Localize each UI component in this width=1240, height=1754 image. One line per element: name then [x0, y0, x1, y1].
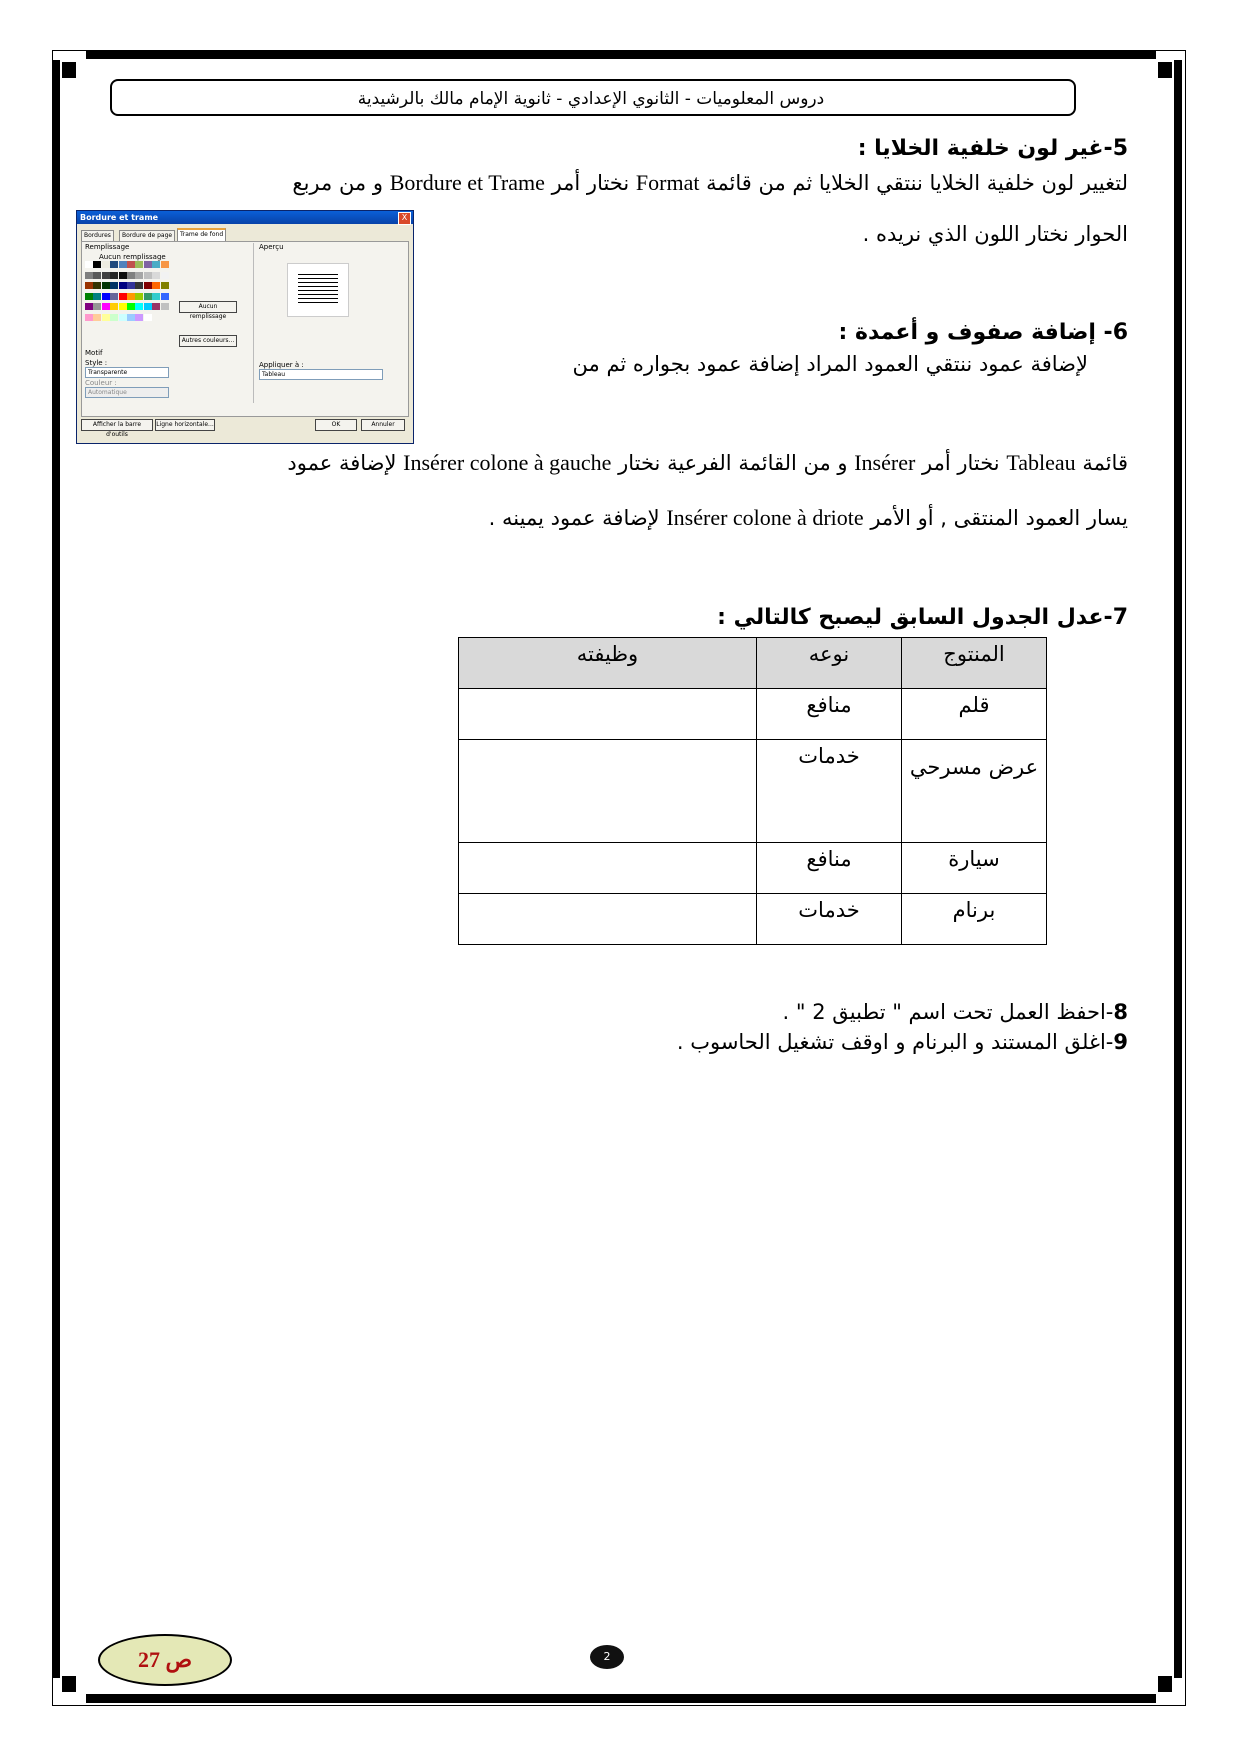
cell-function — [459, 689, 757, 740]
color-swatch[interactable] — [152, 303, 160, 310]
group-preview-label: Aperçu — [259, 243, 284, 251]
s5-text-b: نختار أمر — [551, 171, 630, 195]
color-swatch[interactable] — [161, 282, 169, 289]
color-swatch[interactable] — [85, 293, 93, 300]
cell-product: عرض مسرحي — [902, 740, 1047, 843]
color-swatch[interactable] — [85, 261, 93, 268]
no-fill-button[interactable]: Aucun remplissage — [179, 301, 237, 313]
color-swatch[interactable] — [110, 314, 118, 321]
table-row — [459, 894, 1047, 945]
color-swatch[interactable] — [110, 261, 118, 268]
color-swatch[interactable] — [102, 261, 110, 268]
cell-product: سيارة — [902, 843, 1047, 894]
color-swatch[interactable] — [144, 272, 152, 279]
color-swatch[interactable] — [161, 303, 169, 310]
frame-left-bar — [52, 60, 60, 1678]
color-swatch[interactable] — [127, 293, 135, 300]
color-swatch[interactable] — [135, 293, 143, 300]
frame-corner-tl — [62, 62, 76, 78]
cancel-button[interactable]: Annuler — [361, 419, 405, 431]
color-select[interactable]: Automatique — [85, 387, 169, 398]
tab-trame-fond[interactable]: Trame de fond — [177, 228, 226, 243]
color-swatch[interactable] — [127, 314, 135, 321]
color-swatch[interactable] — [85, 282, 93, 289]
panel-divider — [253, 243, 254, 403]
color-swatch[interactable] — [144, 314, 152, 321]
cell-type: منافع — [757, 843, 902, 894]
page-dot-icon: 2 — [590, 1645, 624, 1669]
col-header-type: نوعه — [757, 638, 902, 689]
section5-line2: الحوار نختار اللون الذي نريده . — [862, 222, 1128, 246]
s9-text: -اغلق المستند و البرنام و اوقف تشغيل الحاسوب . — [676, 1030, 1114, 1054]
color-swatch[interactable] — [119, 314, 127, 321]
group-pattern-label: Motif — [85, 349, 103, 357]
section7-heading: 7-عدل الجدول السابق ليصبح كالتالي : — [717, 605, 1128, 630]
color-swatch[interactable] — [93, 303, 101, 310]
col-header-product: المنتوج — [902, 638, 1047, 689]
s5-text-a: لتغيير لون خلفية الخلايا ننتقي الخلايا ثم من قائمة — [706, 171, 1128, 195]
color-swatch[interactable] — [110, 303, 118, 310]
color-swatch[interactable] — [119, 282, 127, 289]
s5-text-c: و من مربع — [292, 171, 383, 195]
color-swatch[interactable] — [144, 303, 152, 310]
table-row — [459, 740, 1047, 843]
color-swatch[interactable] — [161, 293, 169, 300]
color-swatch[interactable] — [102, 293, 110, 300]
color-swatch[interactable] — [152, 293, 160, 300]
color-swatch[interactable] — [144, 261, 152, 268]
frame-top-bar — [86, 50, 1156, 59]
color-label: Couleur : — [85, 379, 117, 387]
color-swatch[interactable] — [102, 282, 110, 289]
s8-num: 8 — [1113, 1000, 1128, 1024]
toolbar-button[interactable]: Afficher la barre d'outils — [81, 419, 153, 431]
color-swatch[interactable] — [127, 272, 135, 279]
cell-type: خدمات — [757, 894, 902, 945]
section8 — [428, 1000, 1128, 1024]
table-header-row — [459, 638, 1047, 689]
close-icon[interactable]: X — [398, 212, 411, 225]
color-swatch[interactable] — [135, 314, 143, 321]
section6-heading: 6- إضافة صفوف و أعمدة : — [838, 320, 1128, 345]
color-swatch[interactable] — [135, 261, 143, 268]
color-swatch[interactable] — [93, 293, 101, 300]
table-row — [459, 843, 1047, 894]
apply-select[interactable]: Tableau — [259, 369, 383, 380]
section6-line1: لإضافة عمود ننتقي العمود المراد إضافة عمود بجواره ثم من — [572, 352, 1088, 376]
cell-product: قلم — [902, 689, 1047, 740]
s6-text-f: لإضافة عمود يمينه . — [488, 506, 660, 530]
s6-text-d: لإضافة عمود — [287, 451, 397, 475]
color-swatch[interactable] — [110, 272, 118, 279]
page-number-badge: ص 27 — [98, 1634, 232, 1686]
hline-button[interactable]: Ligne horizontale... — [155, 419, 215, 431]
color-swatch[interactable] — [127, 261, 135, 268]
color-swatch[interactable] — [135, 282, 143, 289]
cell-product: برنام — [902, 894, 1047, 945]
color-swatch[interactable] — [135, 303, 143, 310]
color-swatch[interactable] — [93, 261, 101, 268]
frame-corner-bl — [62, 1676, 76, 1692]
color-swatch[interactable] — [85, 314, 93, 321]
section5-line1 — [108, 170, 1128, 196]
color-swatch[interactable] — [127, 303, 135, 310]
cell-function — [459, 843, 757, 894]
tab-bordures[interactable]: Bordures — [81, 230, 114, 242]
s6-text-e: يسار العمود المنتقى , أو الأمر — [870, 506, 1128, 530]
s6-text-a: قائمة — [1082, 451, 1128, 475]
color-swatch[interactable] — [93, 282, 101, 289]
color-swatch[interactable] — [85, 303, 93, 310]
table-row — [459, 689, 1047, 740]
s5-format: Format — [635, 170, 700, 195]
s5-cmd: Bordure et Trame — [389, 170, 545, 195]
more-colors-button[interactable]: Autres couleurs... — [179, 335, 237, 347]
cell-type: منافع — [757, 689, 902, 740]
dialog-title: Bordure et trame — [77, 211, 413, 224]
s8-text: -احفظ العمل تحت اسم " تطبيق 2 " . — [782, 1000, 1114, 1024]
cell-function — [459, 894, 757, 945]
color-swatch[interactable] — [119, 293, 127, 300]
color-swatch[interactable] — [102, 314, 110, 321]
preview-box — [287, 263, 349, 317]
color-swatch[interactable] — [152, 272, 160, 279]
frame-right-bar — [1174, 60, 1182, 1678]
s6-inserer: Insérer — [854, 450, 916, 475]
no-fill-option[interactable]: Aucun remplissage — [99, 253, 166, 261]
color-swatch[interactable] — [119, 272, 127, 279]
bordure-trame-dialog — [76, 210, 414, 444]
section6-line3 — [128, 505, 1128, 531]
color-swatch[interactable] — [152, 261, 160, 268]
ok-button[interactable]: OK — [315, 419, 357, 431]
color-swatch[interactable] — [119, 261, 127, 268]
cell-type: خدمات — [757, 740, 902, 843]
s6-cmd-droite: Insérer colone à driote — [666, 505, 864, 530]
color-swatch[interactable] — [127, 282, 135, 289]
apply-label: Appliquer à : — [259, 361, 304, 369]
style-select[interactable]: Transparente — [85, 367, 169, 378]
color-swatch[interactable] — [110, 293, 118, 300]
color-swatch[interactable] — [93, 272, 101, 279]
color-palette[interactable] — [85, 261, 169, 337]
s9-num: 9 — [1113, 1030, 1128, 1054]
color-swatch[interactable] — [144, 293, 152, 300]
color-swatch[interactable] — [102, 272, 110, 279]
s6-tableau: Tableau — [1006, 450, 1076, 475]
section5-heading: 5-غير لون خلفية الخلايا : — [857, 136, 1128, 161]
color-swatch[interactable] — [85, 272, 93, 279]
cell-function — [459, 740, 757, 843]
tab-bordure-page[interactable]: Bordure de page — [119, 230, 175, 242]
color-swatch[interactable] — [144, 282, 152, 289]
col-header-function: وظيفته — [459, 638, 757, 689]
color-swatch[interactable] — [135, 272, 143, 279]
group-fill-label: Remplissage — [85, 243, 130, 251]
frame-bottom-bar — [86, 1694, 1156, 1703]
color-swatch[interactable] — [102, 303, 110, 310]
frame-corner-br — [1158, 1676, 1172, 1692]
header-title: دروس المعلوميات - الثانوي الإعدادي - ثانوية الإمام مالك بالرشيدية — [357, 89, 825, 109]
color-swatch[interactable] — [161, 261, 169, 268]
color-swatch[interactable] — [161, 272, 169, 279]
section6-line2 — [68, 450, 1128, 476]
s6-text-c: و من القائمة الفرعية نختار — [618, 451, 848, 475]
section9 — [428, 1030, 1128, 1054]
color-swatch[interactable] — [119, 303, 127, 310]
frame-corner-tr — [1158, 62, 1172, 78]
color-swatch[interactable] — [110, 282, 118, 289]
preview-lines — [298, 274, 338, 306]
color-swatch[interactable] — [152, 282, 160, 289]
s6-text-b: نختار أمر — [922, 451, 1000, 475]
color-swatch[interactable] — [93, 314, 101, 321]
style-label: Style : — [85, 359, 108, 367]
products-table — [458, 637, 1047, 945]
s6-cmd-gauche: Insérer colone à gauche — [403, 450, 612, 475]
